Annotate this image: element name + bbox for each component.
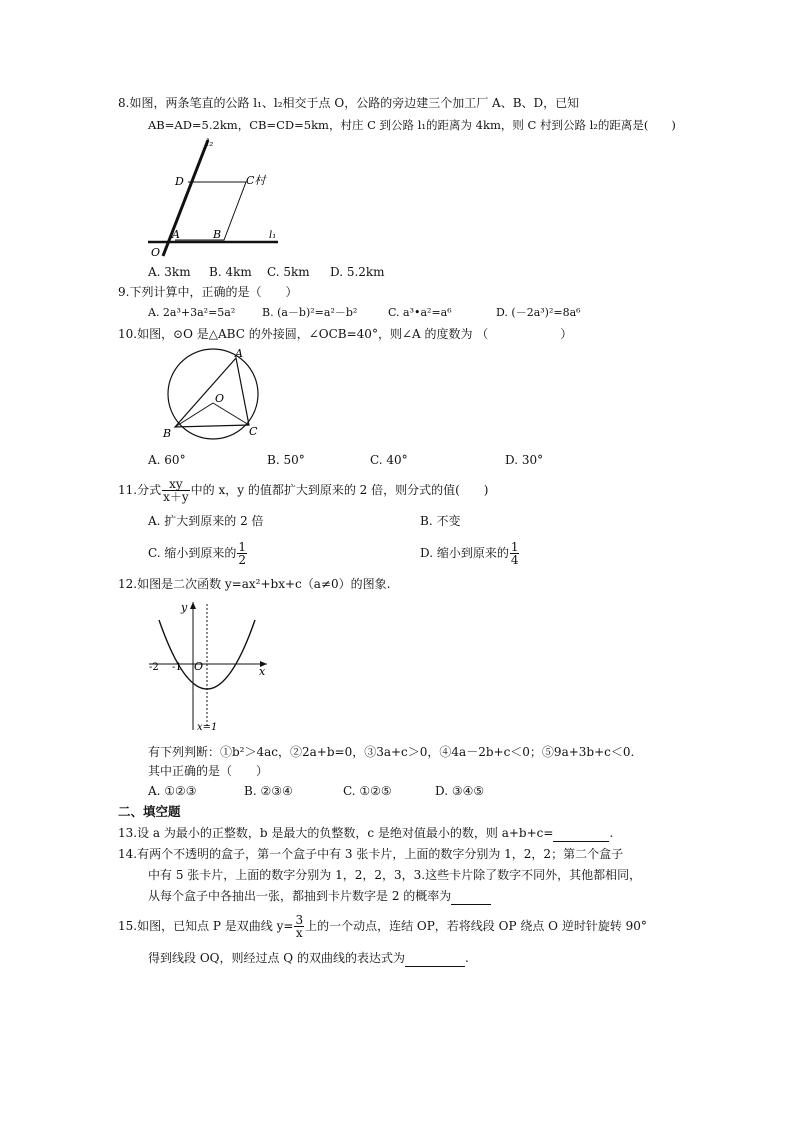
q8-line2: AB=AD=5.2km，CB=CD=5km，村庄 C 到公路 l₁的距离为 4km，则 C 村到公路 l₂的距离是( ) bbox=[148, 118, 676, 132]
q14-line1: 14.有两个不透明的盒子，第一个盒子中有 3 张卡片，上面的数字分别为 1，2，2；第二个盒子 bbox=[118, 847, 624, 861]
label-x: x bbox=[259, 665, 266, 678]
q15-line2-text: 得到线段 OQ，则经过点 Q 的双曲线的表达式为 bbox=[148, 951, 405, 965]
q15-end: . bbox=[464, 951, 469, 965]
q8-option-b: B. 4km bbox=[209, 265, 252, 279]
label-O: O bbox=[215, 392, 225, 405]
q15-line2 bbox=[148, 950, 469, 967]
q8-line1: 8.如图，两条笔直的公路 l₁、l₂相交于点 O，公路的旁边建三个加工厂 A、B、D，已知 bbox=[118, 96, 580, 110]
q12-judgements: 有下列判断：①b²＞4ac，②2a+b=0，③3a+c＞0，④4a－2b+c＜0；⑤9a+3b+c＜0. bbox=[148, 745, 635, 759]
label-B: B bbox=[213, 228, 222, 241]
label-l2: l₂ bbox=[206, 138, 214, 149]
q9-stem: 9.下列计算中，正确的是（ ） bbox=[118, 285, 298, 299]
label-neg2: -2 bbox=[149, 662, 159, 673]
q15-denominator: x bbox=[295, 926, 303, 940]
label-neg1: -1 bbox=[172, 662, 182, 673]
q11-option-c-denominator: 2 bbox=[238, 553, 247, 567]
q15-answer-blank[interactable] bbox=[405, 950, 465, 967]
q11-option-c-numerator: 1 bbox=[238, 540, 247, 554]
q11-option-c bbox=[148, 538, 248, 568]
q13-answer-blank[interactable] bbox=[553, 825, 609, 842]
label-y: y bbox=[181, 601, 188, 614]
triangle-abc bbox=[175, 358, 249, 427]
label-C: C bbox=[249, 425, 258, 438]
q9-option-a: A. 2a³+3a²=5a² bbox=[148, 306, 236, 319]
q11-pre: 11.分式 bbox=[118, 483, 162, 497]
q11-option-c-text: C. 缩小到原来的 bbox=[148, 546, 237, 560]
q11-option-d-denominator: 4 bbox=[510, 553, 519, 567]
q10-option-a: A. 60° bbox=[148, 453, 186, 467]
label-l1: l₁ bbox=[269, 230, 277, 241]
q9-option-d: D. (－2a³)²=8a⁶ bbox=[496, 306, 581, 319]
parabola bbox=[159, 620, 255, 689]
q13-text: 13.设 a 为最小的正整数，b 是最大的负整数，c 是绝对值最小的数，则 a+b+c= bbox=[118, 826, 554, 840]
q11-option-d-numerator: 1 bbox=[510, 540, 519, 554]
q11-denominator: x＋y bbox=[163, 490, 189, 504]
q10-option-c: C. 40° bbox=[370, 453, 408, 467]
section-heading-fill-in: 二、填空题 bbox=[118, 804, 181, 819]
q11-option-d-text: D. 缩小到原来的 bbox=[420, 546, 509, 560]
q14-text: 从每个盒子中各抽出一张，都抽到卡片数字是 2 的概率为 bbox=[148, 889, 452, 903]
q11-fraction bbox=[162, 478, 190, 503]
label-C: C村 bbox=[246, 174, 266, 187]
q15-fraction bbox=[294, 914, 304, 939]
q12-ask: 其中正确的是（ ） bbox=[148, 764, 269, 778]
q15-line1 bbox=[118, 911, 647, 941]
q11-option-d bbox=[420, 538, 520, 568]
q8-option-a: A. 3km bbox=[148, 265, 191, 279]
q13-stem bbox=[118, 825, 613, 842]
q11-option-c-fraction bbox=[237, 541, 247, 566]
q8-option-d: D. 5.2km bbox=[330, 265, 385, 279]
q14-line2: 中有 5 张卡片，上面的数字分别为 1，2，2，3，3.这些卡片除了数字不同外，其他都相同， bbox=[148, 868, 642, 882]
q13-end: . bbox=[609, 826, 614, 840]
label-O: O bbox=[194, 660, 204, 673]
y-axis-arrow bbox=[190, 602, 196, 609]
q15-post: 上的一个动点，连结 OP，若将线段 OP 绕点 O 逆时针旋转 90° bbox=[305, 919, 647, 933]
q12-option-a: A. ①②③ bbox=[148, 784, 197, 798]
label-D: D bbox=[175, 175, 184, 188]
q14-answer-blank[interactable] bbox=[451, 888, 491, 905]
q15-numerator: 3 bbox=[295, 913, 304, 927]
label-O: O bbox=[151, 246, 161, 259]
q11-option-a: A. 扩大到原来的 2 倍 bbox=[148, 514, 264, 528]
q8-option-c: C. 5km bbox=[267, 265, 310, 279]
q12-figure bbox=[145, 598, 270, 734]
q14-line3 bbox=[148, 888, 491, 905]
segment-oc bbox=[213, 403, 249, 425]
label-A: A bbox=[172, 228, 180, 241]
q11-option-b: B. 不变 bbox=[420, 514, 461, 528]
q8-figure bbox=[140, 134, 290, 262]
label-B: B bbox=[163, 427, 172, 440]
segment-ob bbox=[175, 403, 213, 427]
q11-numerator: xy bbox=[162, 478, 190, 491]
label-axis: x=1 bbox=[197, 722, 218, 733]
q10-figure bbox=[158, 346, 274, 440]
q12-option-c: C. ①②⑤ bbox=[343, 784, 392, 798]
q10-option-b: B. 50° bbox=[267, 453, 305, 467]
q15-pre: 15.如图，已知点 P 是双曲线 y= bbox=[118, 919, 294, 933]
q10-option-d: D. 30° bbox=[505, 453, 544, 467]
q10-stem: 10.如图，⊙O 是△ABC 的外接圆，∠OCB=40°，则∠A 的度数为 （ ） bbox=[118, 327, 573, 341]
q11-stem bbox=[118, 475, 488, 505]
road-l2 bbox=[163, 140, 208, 256]
q9-option-b: B. (a－b)²=a²－b² bbox=[262, 306, 358, 319]
q12-stem: 12.如图是二次函数 y=ax²+bx+c（a≠0）的图象. bbox=[118, 577, 391, 591]
quadrilateral bbox=[175, 182, 246, 240]
q11-option-d-fraction bbox=[510, 541, 520, 566]
q12-option-b: B. ②③④ bbox=[244, 784, 293, 798]
q12-option-d: D. ③④⑤ bbox=[435, 784, 485, 798]
label-A: A bbox=[235, 347, 243, 360]
q9-option-c: C. a³•a²=a⁶ bbox=[388, 306, 452, 319]
q11-post: 中的 x，y 的值都扩大到原来的 2 倍，则分式的值( ) bbox=[190, 483, 489, 497]
